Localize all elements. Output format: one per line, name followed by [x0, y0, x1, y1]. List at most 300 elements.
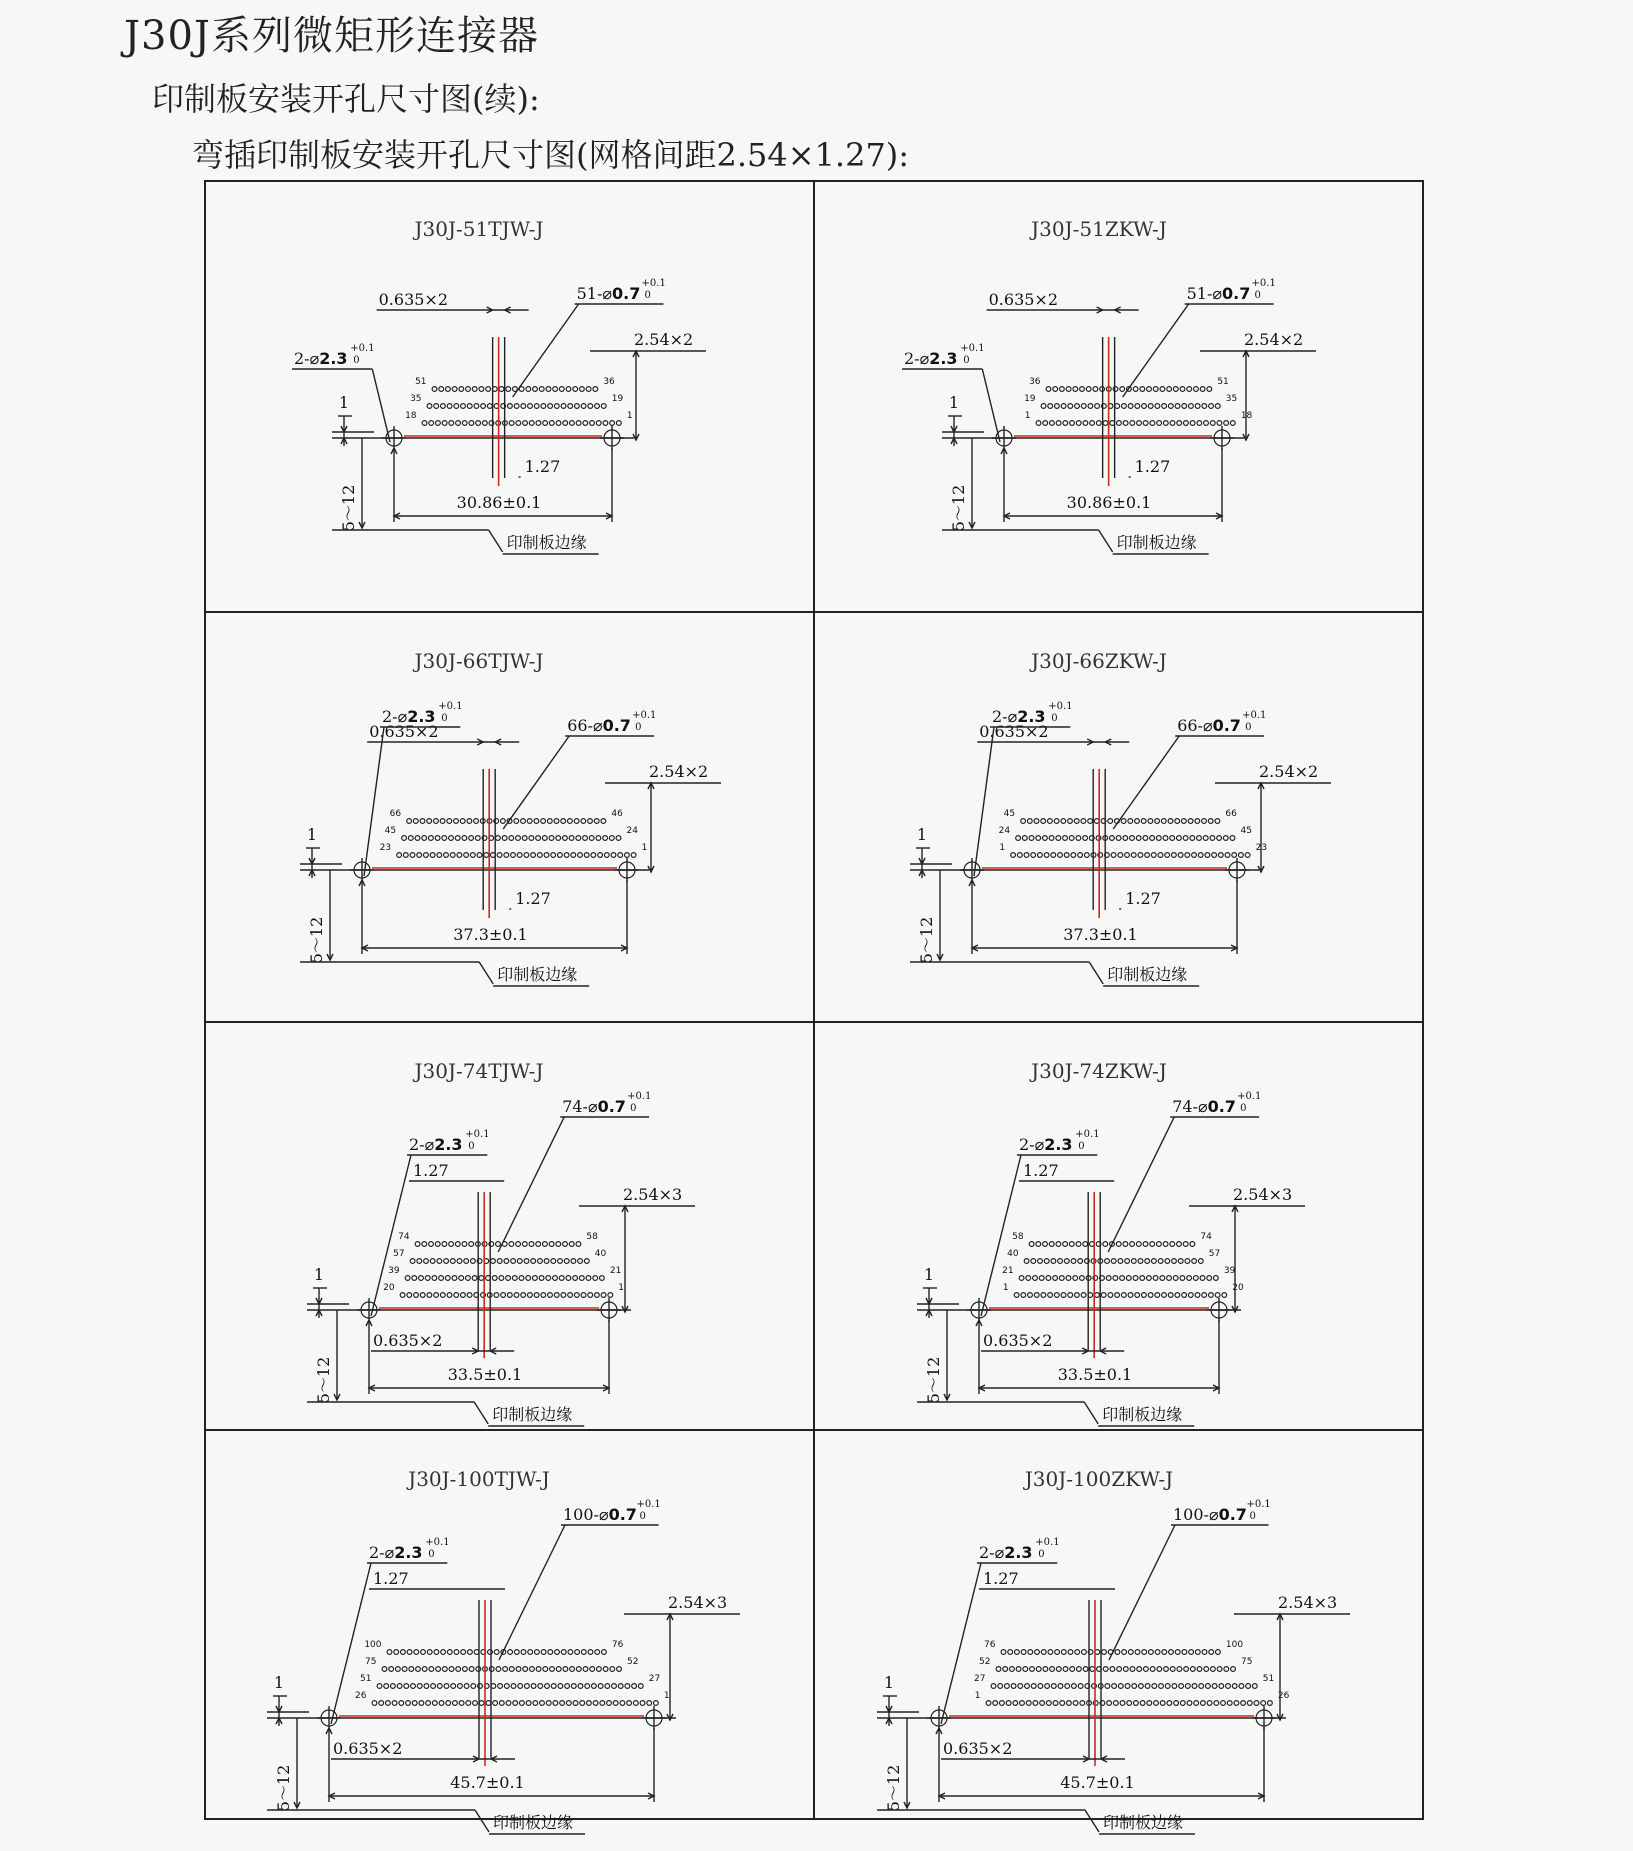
- pin-number-label: 1: [1002, 1283, 1009, 1293]
- pin-hole: [588, 1293, 593, 1298]
- pin-hole: [986, 1701, 991, 1706]
- pin-hole: [1172, 1259, 1177, 1264]
- overall-length-label: 37.3±0.1: [1063, 925, 1138, 944]
- overall-length-label: 37.3±0.1: [453, 925, 528, 944]
- pin-hole: [1158, 1259, 1163, 1264]
- pin-hole: [1069, 1242, 1074, 1247]
- pin-hole: [504, 853, 509, 858]
- pin-hole: [1013, 1701, 1018, 1706]
- pin-hole: [1163, 1242, 1168, 1247]
- pin-number-label: 1: [999, 843, 1006, 853]
- pin-hole: [470, 853, 475, 858]
- board-edge-leader: [475, 1810, 489, 1832]
- pin-hole: [612, 1684, 617, 1689]
- pin-hole: [1048, 1293, 1053, 1298]
- pin-hole: [568, 819, 573, 824]
- pin-hole: [432, 1701, 437, 1706]
- pin-hole: [581, 404, 586, 409]
- pin-hole: [1137, 421, 1142, 426]
- pin-hole-leader: [498, 1117, 564, 1252]
- pin-hole: [1055, 1650, 1060, 1655]
- pin-hole: [1135, 1293, 1140, 1298]
- pin-hole: [439, 1276, 444, 1281]
- pin-hole: [408, 836, 413, 841]
- pin-hole: [526, 1276, 531, 1281]
- pin-hole: [449, 421, 454, 426]
- tolerance-zero: 0: [353, 355, 360, 366]
- pin-hole: [493, 1701, 498, 1706]
- pin-hole: [469, 1242, 474, 1247]
- pin-hole: [528, 404, 533, 409]
- pin-hole: [595, 1293, 600, 1298]
- pin-hole: [538, 1684, 543, 1689]
- pin-hole: [1118, 1259, 1123, 1264]
- pin-number-label: 39: [388, 1266, 400, 1276]
- pin-hole: [422, 1667, 427, 1672]
- offset-label-1: 1: [306, 825, 318, 844]
- pin-hole: [559, 1276, 564, 1281]
- pin-hole: [616, 836, 621, 841]
- pin-hole: [1045, 1684, 1050, 1689]
- pin-hole: [1083, 421, 1088, 426]
- pin-hole: [502, 836, 507, 841]
- pin-hole: [531, 1684, 536, 1689]
- pin-hole: [454, 1650, 459, 1655]
- pin-hole: [1148, 1293, 1153, 1298]
- pin-hole: [1102, 1650, 1107, 1655]
- pin-hole: [1190, 421, 1195, 426]
- edge-distance-label: 5～12: [307, 916, 326, 964]
- pin-hole: [1054, 1293, 1059, 1298]
- pin-hole: [1175, 1650, 1180, 1655]
- pin-hole: [1133, 1276, 1138, 1281]
- pin-hole: [1128, 819, 1133, 824]
- pin-hole: [1184, 1667, 1189, 1672]
- pin-hole: [504, 1684, 509, 1689]
- pin-hole: [1147, 1701, 1152, 1706]
- pin-hole: [516, 1667, 521, 1672]
- pin-hole: [1076, 836, 1081, 841]
- drawing-group: [917, 1059, 1305, 1426]
- pin-hole: [1163, 836, 1168, 841]
- pin-hole: [531, 1259, 536, 1264]
- pin-hole: [1205, 853, 1210, 858]
- pin-hole: [1225, 853, 1230, 858]
- pin-array: [986, 1650, 1275, 1706]
- pin-hole: [584, 853, 589, 858]
- pin-hole: [1083, 836, 1088, 841]
- mounting-hole-leader: [364, 727, 384, 876]
- pin-hole: [546, 1276, 551, 1281]
- pin-hole: [533, 387, 538, 392]
- pin-number-label: 1: [641, 843, 648, 853]
- pin-hole: [394, 1650, 399, 1655]
- pin-hole: [386, 1701, 391, 1706]
- pin-hole: [1095, 404, 1100, 409]
- row-pitch-label: 2.54×3: [668, 1593, 728, 1612]
- pin-hole: [1165, 1684, 1170, 1689]
- pin-hole: [528, 1293, 533, 1298]
- pin-hole: [417, 1684, 422, 1689]
- pin-hole: [1204, 1667, 1209, 1672]
- pin-hole: [508, 404, 513, 409]
- drawing-cell: [814, 612, 1424, 1022]
- pin-hole: [1189, 404, 1194, 409]
- pin-hole: [1168, 404, 1173, 409]
- pin-hole: [589, 836, 594, 841]
- pin-hole: [409, 1667, 414, 1672]
- pin-hole: [450, 1259, 455, 1264]
- pin-number-label: 100: [364, 1640, 382, 1650]
- pin-hole: [508, 1650, 513, 1655]
- pin-hole: [561, 1293, 566, 1298]
- pin-hole: [456, 1667, 461, 1672]
- offset-label-1: 1: [948, 393, 960, 412]
- pin-hole: [1008, 1650, 1013, 1655]
- pin-hole: [1121, 819, 1126, 824]
- pin-hole: [1128, 404, 1133, 409]
- pin-hole: [494, 1650, 499, 1655]
- pin-hole: [1027, 819, 1032, 824]
- pin-hole-label: 66-⌀0.7: [567, 716, 631, 735]
- pin-hole: [1157, 1667, 1162, 1672]
- pin-hole: [1116, 1242, 1121, 1247]
- pin-hole: [403, 853, 408, 858]
- pin-hole: [1031, 1684, 1036, 1689]
- pin-hole: [522, 1242, 527, 1247]
- pin-hole: [1080, 387, 1085, 392]
- pin-hole: [1152, 1684, 1157, 1689]
- pin-hole: [499, 1276, 504, 1281]
- pin-hole: [1058, 1684, 1063, 1689]
- pin-hole: [576, 836, 581, 841]
- pin-number-label: 75: [365, 1657, 377, 1667]
- pin-hole-leader: [1113, 736, 1179, 829]
- pin-hole-leader: [1108, 1117, 1174, 1252]
- pin-hole: [1068, 819, 1073, 824]
- pin-hole: [1016, 836, 1021, 841]
- pin-hole: [1142, 1650, 1147, 1655]
- pin-hole: [473, 1701, 478, 1706]
- board-edge-label: 印制板边缘: [1116, 533, 1197, 552]
- pin-hole: [1207, 387, 1212, 392]
- pin-hole: [513, 1701, 518, 1706]
- pin-hole: [525, 1684, 530, 1689]
- pin-hole: [514, 819, 519, 824]
- pin-hole: [1054, 819, 1059, 824]
- cell-drawing: [204, 180, 814, 612]
- pin-hole: [595, 404, 600, 409]
- board-edge-leader: [1089, 962, 1103, 984]
- pin-hole: [1183, 1242, 1188, 1247]
- pin-hole: [563, 1242, 568, 1247]
- pin-hole: [1175, 819, 1180, 824]
- pin-hole: [467, 404, 472, 409]
- pin-hole: [1043, 1667, 1048, 1672]
- pin-hole: [1182, 1293, 1187, 1298]
- drawing-cell: [204, 1022, 814, 1430]
- pin-hole: [1088, 404, 1093, 409]
- pin-hole: [397, 1684, 402, 1689]
- pin-hole: [584, 1259, 589, 1264]
- pin-hole: [384, 1684, 389, 1689]
- pin-hole: [440, 819, 445, 824]
- pin-hole: [1083, 1242, 1088, 1247]
- pin-number-label: 36: [603, 377, 615, 387]
- pin-hole: [1150, 836, 1155, 841]
- pin-hole: [1026, 1276, 1031, 1281]
- pin-hole: [1170, 1667, 1175, 1672]
- pin-hole: [547, 819, 552, 824]
- pin-hole: [579, 1276, 584, 1281]
- pin-hole: [1077, 1667, 1082, 1672]
- pin-hole: [654, 1701, 659, 1706]
- pin-hole: [541, 819, 546, 824]
- pin-hole: [1156, 836, 1161, 841]
- board-edge-label: 印制板边缘: [493, 1813, 574, 1832]
- pin-hole: [546, 387, 551, 392]
- pin-hole: [1185, 853, 1190, 858]
- half-pitch-label: 0.635×2: [983, 1331, 1053, 1350]
- pin-hole: [1198, 1259, 1203, 1264]
- pin-hole: [1116, 836, 1121, 841]
- pin-hole: [507, 1293, 512, 1298]
- pin-hole: [556, 1242, 561, 1247]
- pin-hole: [1107, 1701, 1112, 1706]
- pin-number-label: 24: [626, 826, 638, 836]
- pin-hole: [1120, 1276, 1125, 1281]
- pin-hole: [1081, 404, 1086, 409]
- pin-hole: [432, 1276, 437, 1281]
- pin-hole: [426, 1701, 431, 1706]
- pin-hole: [1112, 1684, 1117, 1689]
- half-pitch-label: 0.635×2: [373, 1331, 443, 1350]
- pin-hole: [536, 1667, 541, 1672]
- pin-hole: [1212, 853, 1217, 858]
- pin-hole: [462, 836, 467, 841]
- pin-hole: [1058, 1259, 1063, 1264]
- mounting-hole-label: 2-⌀2.3: [409, 1135, 463, 1154]
- small-pitch-label: 1.27: [1125, 889, 1161, 908]
- pin-hole: [1076, 421, 1081, 426]
- pin-hole: [1173, 1276, 1178, 1281]
- pin-hole: [407, 819, 412, 824]
- pin-hole: [1123, 421, 1128, 426]
- pin-number-label: 66: [389, 809, 402, 819]
- pin-hole: [434, 1650, 439, 1655]
- pin-hole: [551, 1684, 556, 1689]
- pin-hole: [391, 1684, 396, 1689]
- pin-hole: [1050, 1667, 1055, 1672]
- cell-title: J30J-100TJW-J: [408, 1467, 550, 1491]
- pin-hole: [587, 1701, 592, 1706]
- pin-hole: [404, 1684, 409, 1689]
- pin-hole: [449, 1667, 454, 1672]
- pin-hole: [1153, 387, 1158, 392]
- small-pitch-label: 1.27: [1023, 1161, 1059, 1180]
- pin-hole: [1121, 1293, 1126, 1298]
- pin-hole: [1157, 1242, 1162, 1247]
- pin-hole: [593, 1701, 598, 1706]
- pin-hole: [1155, 819, 1160, 824]
- pin-hole: [549, 836, 554, 841]
- pin-hole: [429, 421, 434, 426]
- pin-hole: [1070, 421, 1075, 426]
- pin-hole: [474, 819, 479, 824]
- pin-hole: [526, 387, 531, 392]
- pin-hole: [1150, 421, 1155, 426]
- pin-hole: [494, 1293, 499, 1298]
- mounting-hole-label: 2-⌀2.3: [979, 1543, 1033, 1562]
- pin-hole: [1120, 387, 1125, 392]
- drawing-subtitle: 弯插印制板安装开孔尺寸图(网格间距2.54×1.27):: [192, 136, 910, 174]
- tolerance-plus: +0.1: [1246, 1499, 1271, 1510]
- pin-hole: [548, 404, 553, 409]
- overall-length-label: 33.5±0.1: [447, 1365, 523, 1384]
- pin-hole: [1035, 1650, 1040, 1655]
- pin-hole: [1036, 421, 1041, 426]
- cell-drawing: [814, 180, 1424, 612]
- pin-hole: [406, 1701, 411, 1706]
- pin-hole: [1080, 1276, 1085, 1281]
- pin-hole: [446, 1701, 451, 1706]
- pin-hole: [1201, 1701, 1206, 1706]
- pin-hole: [1150, 1667, 1155, 1672]
- pin-hole: [1184, 421, 1189, 426]
- pin-hole: [593, 387, 598, 392]
- pin-hole: [538, 1259, 543, 1264]
- pin-hole: [475, 836, 480, 841]
- pin-hole: [442, 1667, 447, 1672]
- pin-hole: [1000, 1701, 1005, 1706]
- pin-hole: [1048, 1650, 1053, 1655]
- pin-hole: [1247, 1701, 1252, 1706]
- pin-hole: [1210, 421, 1215, 426]
- pin-hole: [434, 404, 439, 409]
- pin-hole: [419, 1276, 424, 1281]
- pin-hole: [576, 1667, 581, 1672]
- pin-hole: [1194, 387, 1199, 392]
- pin-hole: [489, 1667, 494, 1672]
- pin-hole: [1066, 387, 1071, 392]
- pin-hole: [511, 1259, 516, 1264]
- pin-hole: [521, 1293, 526, 1298]
- tolerance-plus: +0.1: [1242, 710, 1267, 721]
- pin-hole: [379, 1701, 384, 1706]
- pin-hole: [469, 836, 474, 841]
- pin-hole: [437, 1684, 442, 1689]
- pin-hole: [539, 1276, 544, 1281]
- pin-hole: [432, 387, 437, 392]
- pin-hole: [1028, 1650, 1033, 1655]
- pin-hole: [549, 421, 554, 426]
- pin-hole: [603, 1667, 608, 1672]
- pin-hole: [509, 836, 514, 841]
- pin-hole: [1231, 1667, 1236, 1672]
- pin-hole: [527, 819, 532, 824]
- pin-hole: [625, 853, 630, 858]
- pin-hole: [575, 1650, 580, 1655]
- pin-hole: [1125, 1259, 1130, 1264]
- pin-hole-label: 51-⌀0.7: [576, 284, 641, 303]
- pin-hole: [1190, 1242, 1195, 1247]
- pin-hole: [1117, 1667, 1122, 1672]
- pin-hole: [1090, 1667, 1095, 1672]
- pin-hole: [1227, 1701, 1232, 1706]
- pin-hole: [1209, 1650, 1214, 1655]
- pin-hole: [444, 853, 449, 858]
- pin-hole: [1180, 1276, 1185, 1281]
- pin-hole: [1029, 836, 1034, 841]
- pin-hole: [571, 1259, 576, 1264]
- pin-hole: [420, 1293, 425, 1298]
- pin-hole: [1015, 1650, 1020, 1655]
- pin-hole: [529, 836, 534, 841]
- pin-hole: [503, 1667, 508, 1672]
- pin-hole: [1069, 836, 1074, 841]
- pin-hole: [1175, 404, 1180, 409]
- pin-hole: [401, 1650, 406, 1655]
- pin-hole: [441, 1650, 446, 1655]
- pin-hole: [425, 1276, 430, 1281]
- pin-number-label: 46: [611, 809, 623, 819]
- pin-hole: [1001, 1650, 1006, 1655]
- pin-hole: [578, 1259, 583, 1264]
- pin-hole: [1101, 1293, 1106, 1298]
- small-pitch-label: 1.27: [413, 1161, 449, 1180]
- pin-hole: [531, 853, 536, 858]
- pin-hole: [1182, 404, 1187, 409]
- board-edge-leader: [489, 530, 503, 552]
- pin-hole: [1061, 404, 1066, 409]
- pin-hole: [592, 1684, 597, 1689]
- pin-hole: [1200, 1276, 1205, 1281]
- pin-hole: [514, 404, 519, 409]
- pin-hole: [580, 1701, 585, 1706]
- pin-hole: [1053, 1276, 1058, 1281]
- tolerance-plus: +0.1: [1035, 1537, 1060, 1548]
- pin-hole: [1198, 853, 1203, 858]
- pin-hole: [1177, 1242, 1182, 1247]
- pin-hole: [517, 853, 522, 858]
- pin-hole: [407, 1293, 412, 1298]
- pin-hole: [429, 1667, 434, 1672]
- pin-hole: [1194, 1701, 1199, 1706]
- pin-hole: [1061, 819, 1066, 824]
- drawing-cell: [814, 1022, 1424, 1430]
- pin-hole: [1218, 853, 1223, 858]
- pin-hole: [620, 1701, 625, 1706]
- pin-hole: [1018, 1684, 1023, 1689]
- pin-hole: [435, 836, 440, 841]
- pin-hole: [447, 819, 452, 824]
- pin-hole: [1234, 1701, 1239, 1706]
- pin-hole: [1185, 1259, 1190, 1264]
- pin-hole: [1170, 421, 1175, 426]
- pin-hole: [520, 1701, 525, 1706]
- pin-hole: [1038, 853, 1043, 858]
- pin-number-label: 51: [1217, 377, 1229, 387]
- pin-hole: [533, 1276, 538, 1281]
- pin-hole: [1183, 836, 1188, 841]
- tolerance-plus: +0.1: [641, 278, 666, 289]
- drawing-cell: [204, 1430, 814, 1832]
- pin-hole: [1202, 404, 1207, 409]
- pin-hole: [521, 404, 526, 409]
- small-pitch-label: 1.27: [373, 1569, 409, 1588]
- pin-hole: [1051, 853, 1056, 858]
- tolerance-plus: +0.1: [465, 1129, 490, 1140]
